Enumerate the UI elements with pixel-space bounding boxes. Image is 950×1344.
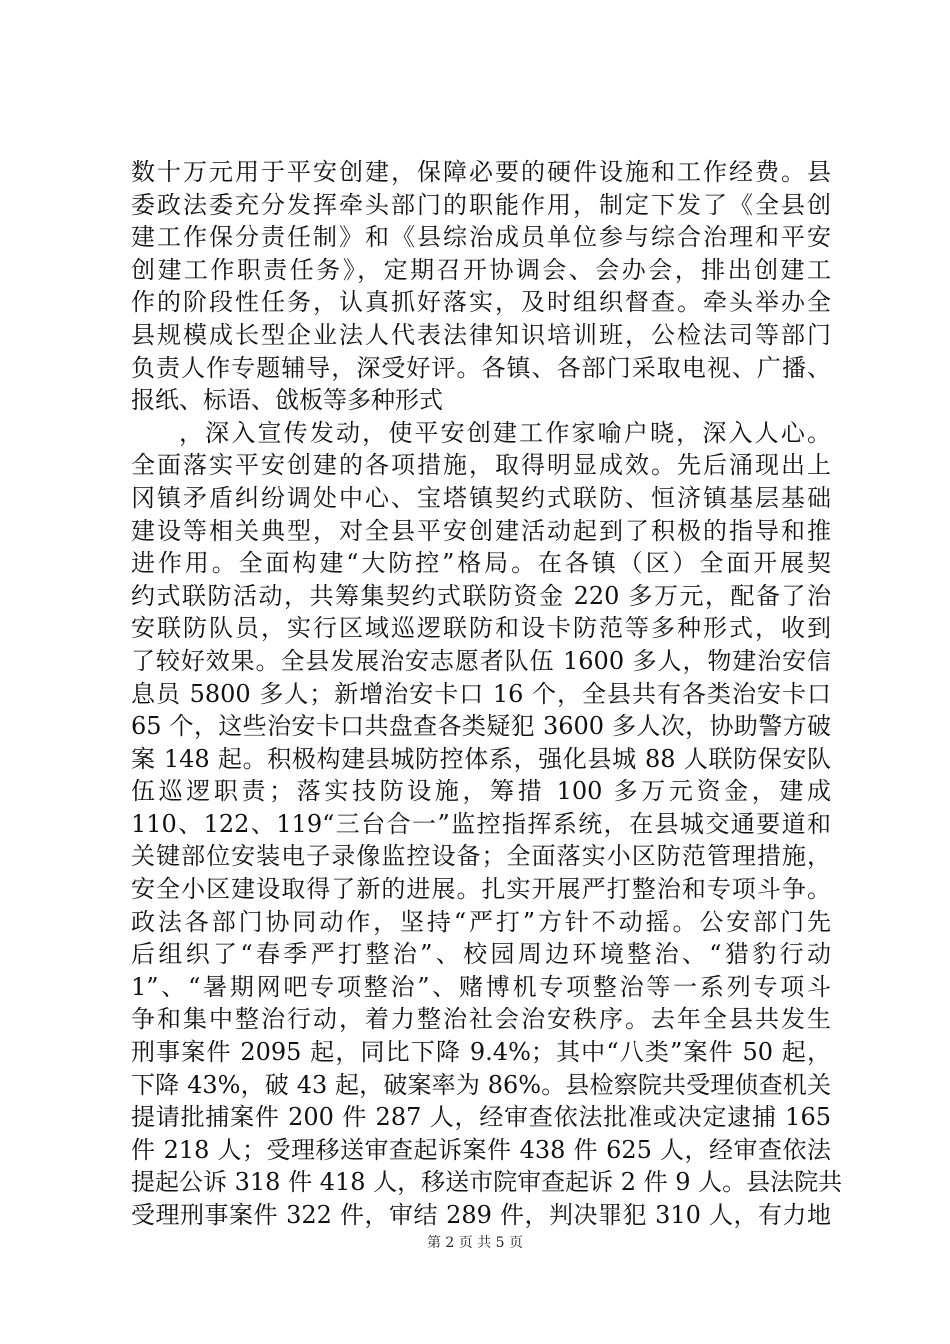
- text-line: 约式联防活动，共筹集契约式联防资金 220 多万元，配备了治: [131, 581, 831, 610]
- text-line: 安联防队员，实行区域巡逻联防和设卡防范等多种形式，收到: [131, 614, 831, 643]
- text-line: 65 个，这些治安卡口共盘查各类疑犯 3600 多人次，协助警方破: [131, 712, 831, 741]
- paragraph-2: [131, 417, 843, 1232]
- text-line: 全面落实平安创建的各项措施，取得明显成效。先后涌现出上: [131, 451, 831, 480]
- text-line: 创建工作职责任务》，定期召开协调会、会办会，排出创建工: [131, 255, 831, 284]
- text-line: 案 148 起。积极构建县城防控体系，强化县城 88 人联防保安队: [131, 744, 831, 773]
- text-line: 进作用。全面构建“大防控”格局。在各镇（区）全面开展契: [131, 549, 831, 578]
- text-line: 伍巡逻职责；落实技防设施，筹措 100 多万元资金，建成: [131, 777, 831, 806]
- text-line: 建工作保分责任制》和《县综治成员单位参与综合治理和平安: [131, 223, 831, 252]
- text-line: 1”、“暑期网吧专项整治”、赌博机专项整治等一系列专项斗: [131, 972, 831, 1001]
- text-line: 110、122、119“三台合一”监控指挥系统，在县城交通要道和: [131, 809, 831, 838]
- paragraph-1: [131, 156, 831, 417]
- text-line: 后组织了“春季严打整治”、校园周边环境整治、“猎豹行动: [131, 940, 831, 969]
- text-line: 息员 5800 多人；新增治安卡口 16 个，全县共有各类治安卡口: [131, 679, 831, 708]
- text-line: 建设等相关典型，对全县平安创建活动起到了积极的指导和推: [131, 516, 831, 545]
- text-line: 了较好效果。全县发展治安志愿者队伍 1600 多人，物建治安信: [131, 646, 831, 675]
- text-line: 数十万元用于平安创建，保障必要的硬件设施和工作经费。县: [131, 158, 831, 186]
- text-line: 件 218 人；受理移送审查起诉案件 438 件 625 人，经审查依法: [131, 1135, 831, 1164]
- text-line: 报纸、标语、戗板等多种形式: [131, 386, 443, 415]
- page-number: 第 2 页 共 5 页: [426, 1235, 524, 1251]
- text-line: ，深入宣传发动，使平安创建工作家喻户晓，深入人心。: [179, 418, 831, 447]
- text-line: 提起公诉 318 件 418 人，移送市院审查起诉 2 件 9 人。县法院共: [131, 1168, 843, 1197]
- text-line: 受理刑事案件 322 件，审结 289 件，判决罪犯 310 人，有力地: [131, 1201, 831, 1229]
- text-line: 争和集中整治行动，着力整治社会治安秩序。去年全县共发生: [131, 1005, 831, 1034]
- text-line: 冈镇矛盾纠纷调处中心、宝塔镇契约式联防、恒济镇基层基础: [131, 483, 831, 512]
- text-line: 刑事案件 2095 起，同比下降 9.4%；其中“八类”案件 50 起，: [131, 1038, 831, 1067]
- text-line: 作的阶段性任务，认真抓好落实，及时组织督查。牵头举办全: [131, 288, 831, 317]
- text-line: 安全小区建设取得了新的进展。扎实开展严打整治和专项斗争。: [131, 875, 831, 904]
- text-line: 关键部位安装电子录像监控设备；全面落实小区防范管理措施，: [131, 842, 831, 871]
- page-footer: [0, 1234, 950, 1252]
- text-line: 提请批捕案件 200 件 287 人，经审查依法批准或决定逮捕 165: [131, 1103, 831, 1132]
- text-line: 县规模成长型企业法人代表法律知识培训班，公检法司等部门: [131, 320, 831, 349]
- text-line: 负责人作专题辅导，深受好评。各镇、各部门采取电视、广播、: [131, 353, 831, 382]
- text-line: 政法各部门协同动作，坚持“严打”方针不动摇。公安部门先: [131, 907, 831, 936]
- text-line: 委政法委充分发挥牵头部门的职能作用，制定下发了《全县创: [131, 190, 831, 219]
- document-body: [131, 156, 843, 1232]
- text-line: 下降 43%，破 43 起，破案率为 86%。县检察院共受理侦查机关: [131, 1070, 831, 1099]
